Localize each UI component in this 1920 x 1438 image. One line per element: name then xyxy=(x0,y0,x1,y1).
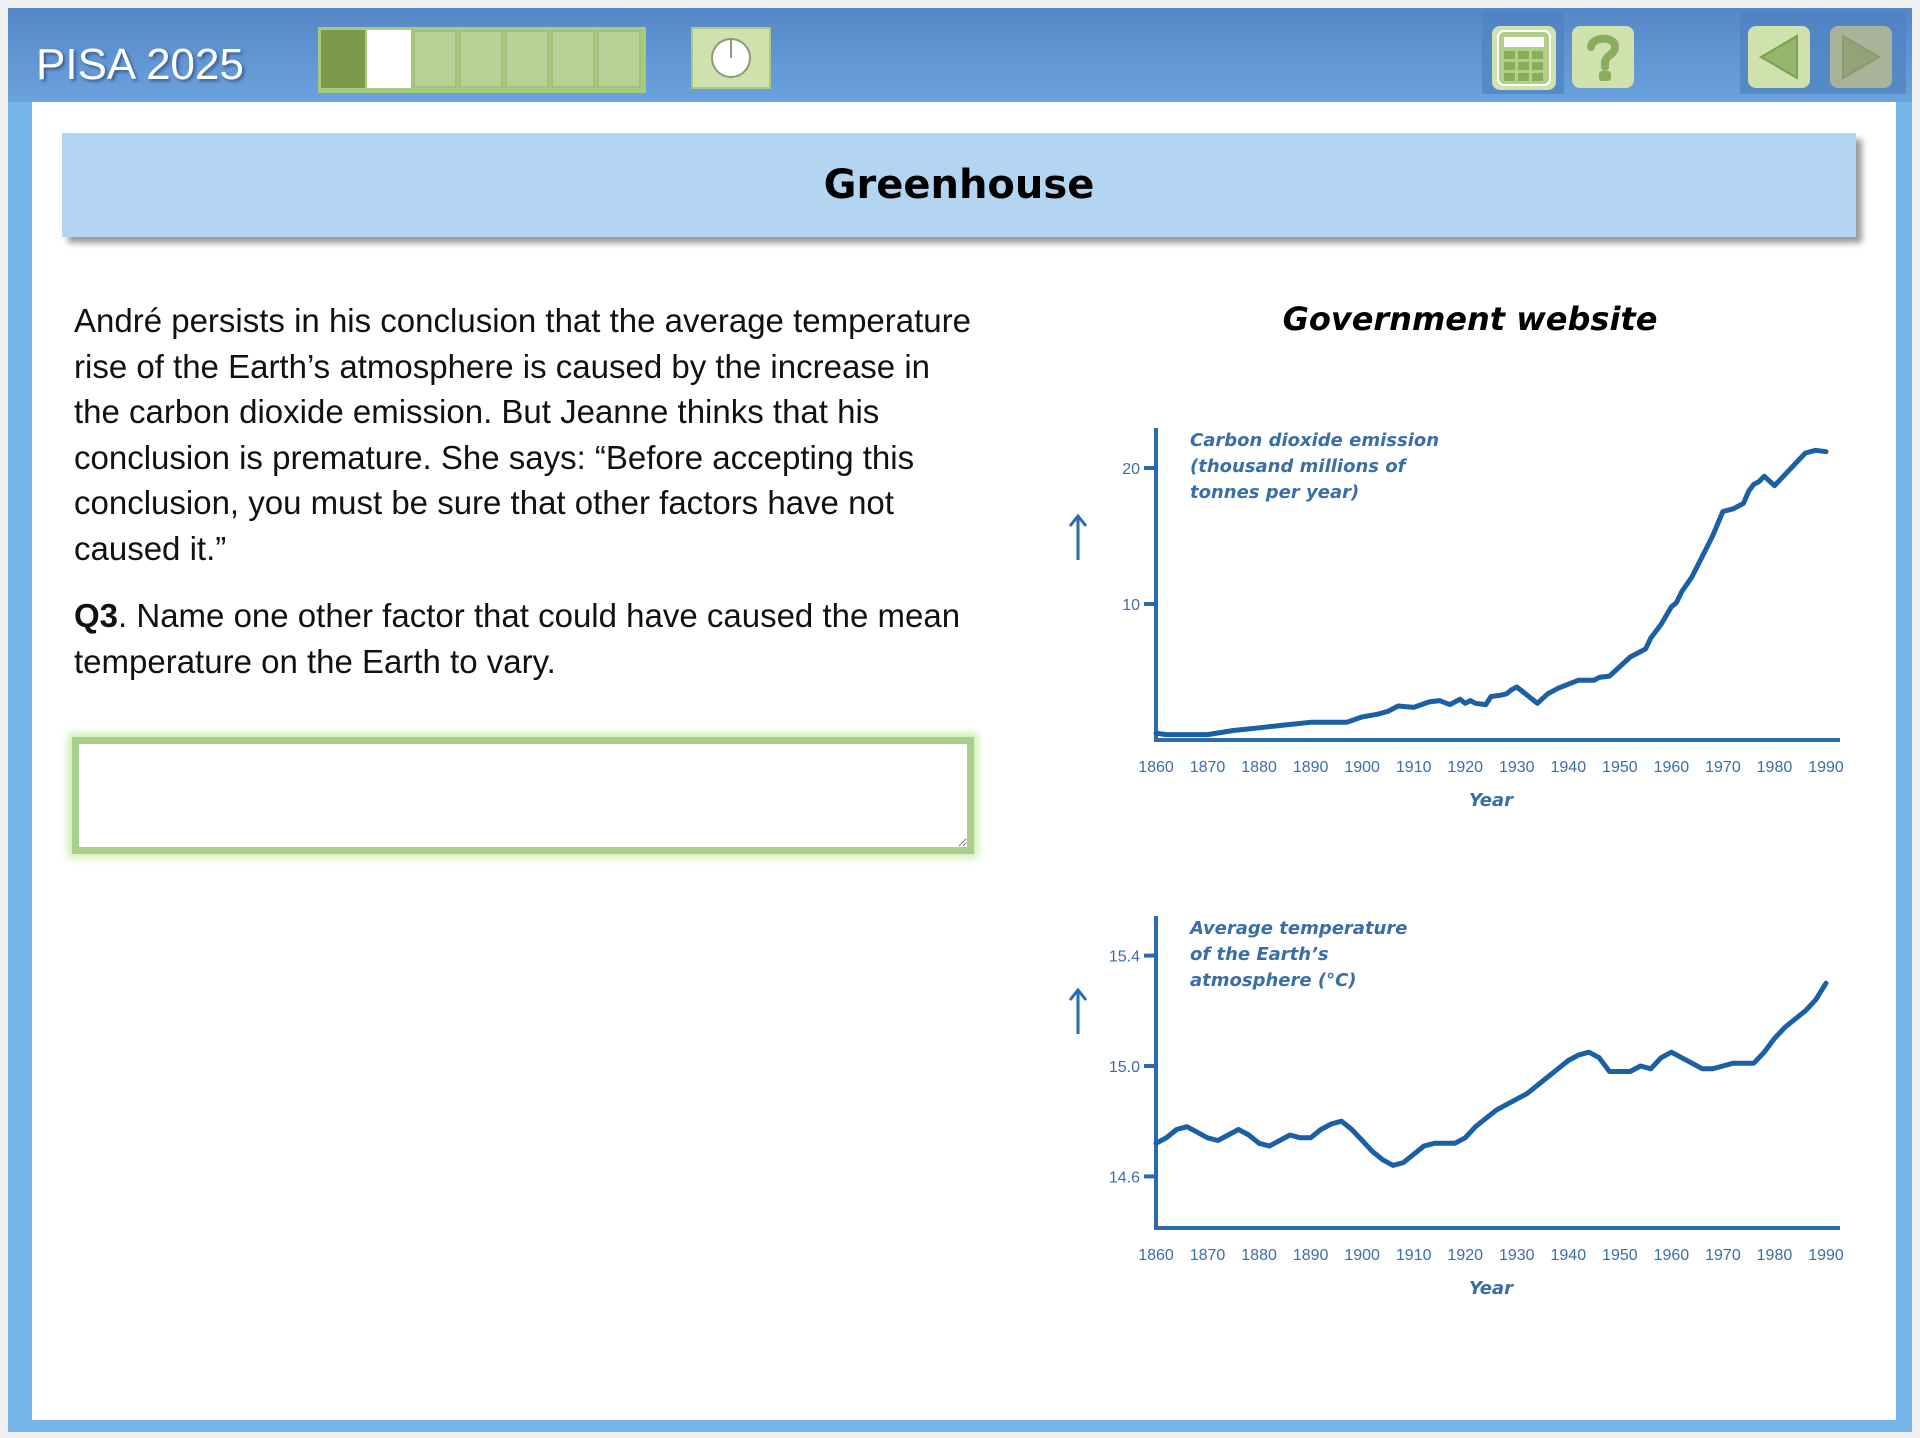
x-tick-label: 1910 xyxy=(1395,759,1432,776)
x-axis-label: Year xyxy=(1469,790,1513,811)
y-axis-label: Average temperature xyxy=(1190,918,1408,939)
passage-paragraph: André persists in his conclusion that the average temperature rise of the Earth’s atmosphere is caused by the increase in the carbon dioxide emission. But Jeanne thinks that his conclusion is premature. She says: “Before accepting this conclusion, you must be sure that other factors have not caused it.” xyxy=(74,302,971,567)
x-tick-label: 1930 xyxy=(1498,1247,1535,1264)
question-label: Q3 xyxy=(74,597,119,634)
x-tick-label: 1860 xyxy=(1138,1247,1174,1264)
x-tick-label: 1860 xyxy=(1138,759,1174,776)
x-tick-label: 1870 xyxy=(1189,759,1226,776)
x-tick-label: 1980 xyxy=(1756,1247,1793,1264)
y-tick-label: 15.0 xyxy=(1108,1059,1140,1076)
x-tick-label: 1890 xyxy=(1292,1247,1329,1264)
x-tick-label: 1900 xyxy=(1344,759,1380,776)
x-tick-label: 1880 xyxy=(1241,1247,1277,1264)
y-tick-label: 20 xyxy=(1122,461,1140,478)
back-arrow-icon xyxy=(1757,32,1801,82)
next-arrow-icon xyxy=(1839,32,1883,82)
calculator-icon xyxy=(1496,29,1552,87)
question-prompt xyxy=(74,593,974,684)
x-tick-label: 1990 xyxy=(1808,1247,1844,1264)
x-tick-label: 1990 xyxy=(1808,759,1844,776)
x-tick-label: 1890 xyxy=(1292,759,1329,776)
x-tick-label: 1950 xyxy=(1602,1247,1638,1264)
y-tick-label: 14.6 xyxy=(1108,1169,1140,1187)
x-tick-label: 1950 xyxy=(1602,759,1638,776)
unit-title: Greenhouse xyxy=(823,162,1095,208)
x-tick-label: 1920 xyxy=(1447,1247,1484,1264)
progress-segment-1 xyxy=(321,30,365,88)
x-axis-label: Year xyxy=(1469,1278,1513,1299)
progress-segment-7 xyxy=(597,30,641,88)
app-title: PISA 2025 xyxy=(36,40,244,89)
x-tick-label: 1940 xyxy=(1550,759,1587,776)
progress-segment-4 xyxy=(459,30,503,88)
stimulus-passage xyxy=(74,298,974,706)
y-axis-label: tonnes per year) xyxy=(1190,482,1360,503)
x-tick-label: 1970 xyxy=(1705,1247,1741,1264)
progress-segment-3 xyxy=(413,30,457,88)
progress-segment-2 xyxy=(367,30,411,88)
temperature-chart xyxy=(1060,890,1880,1310)
back-button[interactable] xyxy=(1748,26,1810,88)
x-tick-label: 1880 xyxy=(1241,759,1277,776)
x-tick-label: 1930 xyxy=(1498,759,1535,776)
y-axis-label: of the Earth’s xyxy=(1190,944,1329,965)
next-button[interactable] xyxy=(1830,26,1892,88)
y-axis-label: (thousand millions of xyxy=(1190,456,1406,477)
x-tick-label: 1910 xyxy=(1395,1247,1432,1264)
question-text: . Name one other factor that could have caused the mean temperature on the Earth to vary. xyxy=(74,597,961,680)
progress-indicator xyxy=(318,27,646,93)
x-tick-label: 1960 xyxy=(1653,759,1690,776)
x-tick-label: 1900 xyxy=(1344,1247,1380,1264)
x-tick-label: 1920 xyxy=(1447,759,1484,776)
y-tick-label: 10 xyxy=(1122,597,1140,614)
x-tick-label: 1970 xyxy=(1705,759,1741,776)
calculator-button[interactable] xyxy=(1492,26,1556,90)
co2-emission-chart xyxy=(1060,400,1880,820)
x-tick-label: 1980 xyxy=(1756,759,1793,776)
source-title: Government website xyxy=(1282,300,1658,338)
x-tick-label: 1870 xyxy=(1189,1247,1226,1264)
y-tick-label: 15.4 xyxy=(1108,948,1140,966)
y-axis-label: atmosphere (°C) xyxy=(1190,970,1357,991)
timer-button[interactable] xyxy=(691,27,771,89)
x-tick-label: 1940 xyxy=(1550,1247,1587,1264)
y-axis-label: Carbon dioxide emission xyxy=(1190,430,1440,451)
unit-title-banner xyxy=(62,133,1856,237)
progress-segment-6 xyxy=(551,30,595,88)
answer-input[interactable] xyxy=(72,737,974,854)
data-line xyxy=(1156,983,1826,1165)
up-arrow-icon xyxy=(1070,516,1086,560)
x-tick-label: 1960 xyxy=(1653,1247,1690,1264)
help-button[interactable] xyxy=(1572,26,1634,88)
up-arrow-icon xyxy=(1070,990,1086,1034)
progress-segment-5 xyxy=(505,30,549,88)
timer-icon xyxy=(708,35,754,81)
help-icon xyxy=(1583,31,1623,83)
